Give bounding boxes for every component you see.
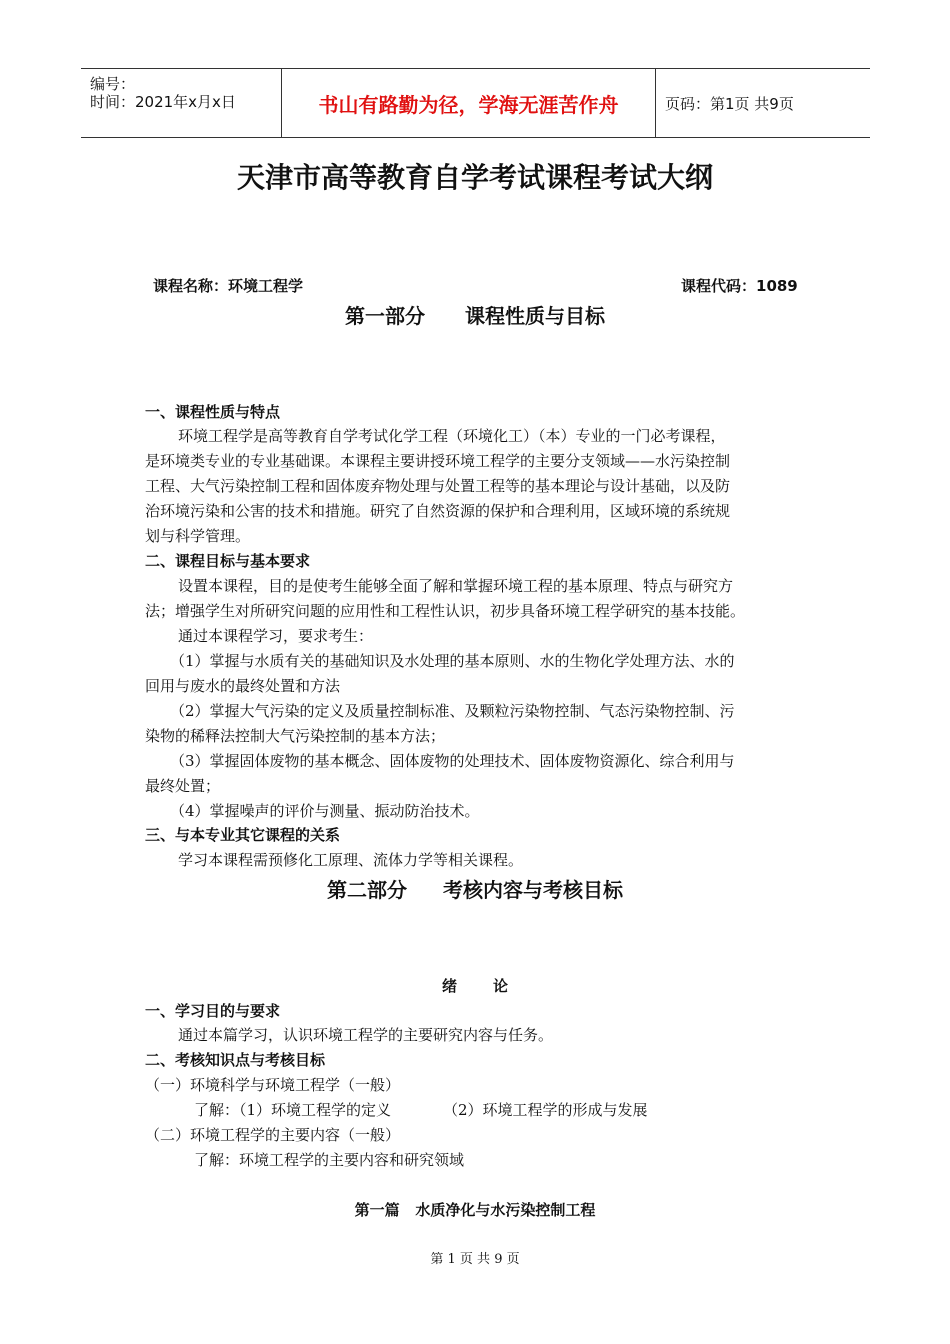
- part1-s2-heading: 二、课程目标与基本要求: [145, 552, 311, 570]
- part1-s2-line: （2）掌握大气污染的定义及质量控制标准、及颗粒污染物控制、气态污染物控制、污: [170, 702, 735, 720]
- intro-heading: [0, 975, 950, 996]
- knowledge-item: （二）环境工程学的主要内容（一般）: [145, 1126, 401, 1144]
- knowledge-item: （一）环境科学与环境工程学（一般）: [145, 1076, 401, 1094]
- knowledge-detail: 了解：环境工程学的主要内容和研究领域: [194, 1151, 465, 1169]
- chapter1-heading: [0, 1199, 950, 1220]
- part1-title: [0, 300, 950, 329]
- part1-s2-line: 设置本课程，目的是使考生能够全面了解和掌握环境工程的基本原理、特点与研究方: [178, 577, 734, 595]
- part1-s3-line: 学习本课程需预修化工原理、流体力学等相关课程。: [178, 851, 524, 869]
- knowledge-detail: （2）环境工程学的形成与发展: [443, 1101, 648, 1119]
- part1-s1-line: 划与科学管理。: [145, 527, 251, 545]
- part1-title-number: 第一部分: [345, 304, 425, 328]
- part1-s2-line: 通过本课程学习，要求考生：: [178, 627, 374, 645]
- part2-s1-heading: 一、学习目的与要求: [145, 1002, 281, 1020]
- part2-title-number: 第二部分: [327, 878, 407, 902]
- part1-s1-line: 环境工程学是高等教育自学考试化学工程（环境化工）（本）专业的一门必考课程，: [178, 427, 726, 445]
- chapter1-number: 第一篇: [354, 1201, 400, 1219]
- document-title: 天津市高等教育自学考试课程考试大纲: [236, 161, 713, 194]
- part1-s1-line: 是环境类专业的专业基础课。本课程主要讲授环境工程学的主要分支领域——水污染控制: [145, 452, 731, 470]
- part1-s3-heading: 三、与本专业其它课程的关系: [145, 826, 341, 844]
- course-code: 课程代码：1089: [681, 277, 798, 295]
- part1-s1-heading: 一、课程性质与特点: [145, 403, 281, 421]
- knowledge-detail: 了解：（1）环境工程学的定义: [194, 1101, 392, 1119]
- part2-s1-line: 通过本篇学习，认识环境工程学的主要研究内容与任务。: [178, 1026, 554, 1044]
- code-label: 编号：: [90, 75, 136, 93]
- header-meta-cell: [81, 69, 281, 137]
- part1-s1-line: 工程、大气污染控制工程和固体废弃物处理与处置工程等的基本理论与设计基础，以及防: [145, 477, 731, 495]
- part1-title-text: 课程性质与目标: [465, 304, 605, 328]
- time-label: 时间：2021年x月x日: [90, 93, 236, 111]
- part1-s1-line: 治环境污染和公害的技术和措施。研究了自然资源的保护和合理利用，区域环境的系统规: [145, 502, 731, 520]
- part2-s2-heading: 二、考核知识点与考核目标: [145, 1051, 326, 1069]
- part1-s2-line: （3）掌握固体废物的基本概念、固体废物的处理技术、固体废物资源化、综合利用与: [170, 752, 735, 770]
- part1-s2-line: 染物的稀释法控制大气污染控制的基本方法；: [145, 727, 446, 745]
- part1-s2-line: 最终处置；: [145, 777, 221, 795]
- intro-heading-a: 绪: [441, 977, 457, 995]
- part1-s2-line: （1）掌握与水质有关的基础知识及水处理的基本原则、水的生物化学处理方法、水的: [170, 652, 735, 670]
- part1-s2-line: 回用与废水的最终处置和方法: [145, 677, 341, 695]
- part2-title-text: 考核内容与考核目标: [443, 878, 623, 902]
- page-footer: 第 1 页 共 9 页: [430, 1252, 520, 1267]
- chapter1-title: 水质净化与水污染控制工程: [415, 1201, 596, 1219]
- part1-s2-line: 法；增强学生对所研究问题的应用性和工程性认识，初步具备环境工程学研究的基本技能。: [145, 602, 746, 620]
- page-info: 页码：第1页 共9页: [665, 94, 794, 113]
- part2-title: [0, 874, 950, 903]
- header-table: [81, 68, 870, 138]
- motto: 书山有路勤为径，学海无涯苦作舟: [281, 69, 656, 137]
- course-name: 课程名称：环境工程学: [153, 277, 304, 295]
- part1-s2-line: （4）掌握噪声的评价与测量、振动防治技术。: [170, 802, 480, 820]
- intro-heading-b: 论: [493, 977, 509, 995]
